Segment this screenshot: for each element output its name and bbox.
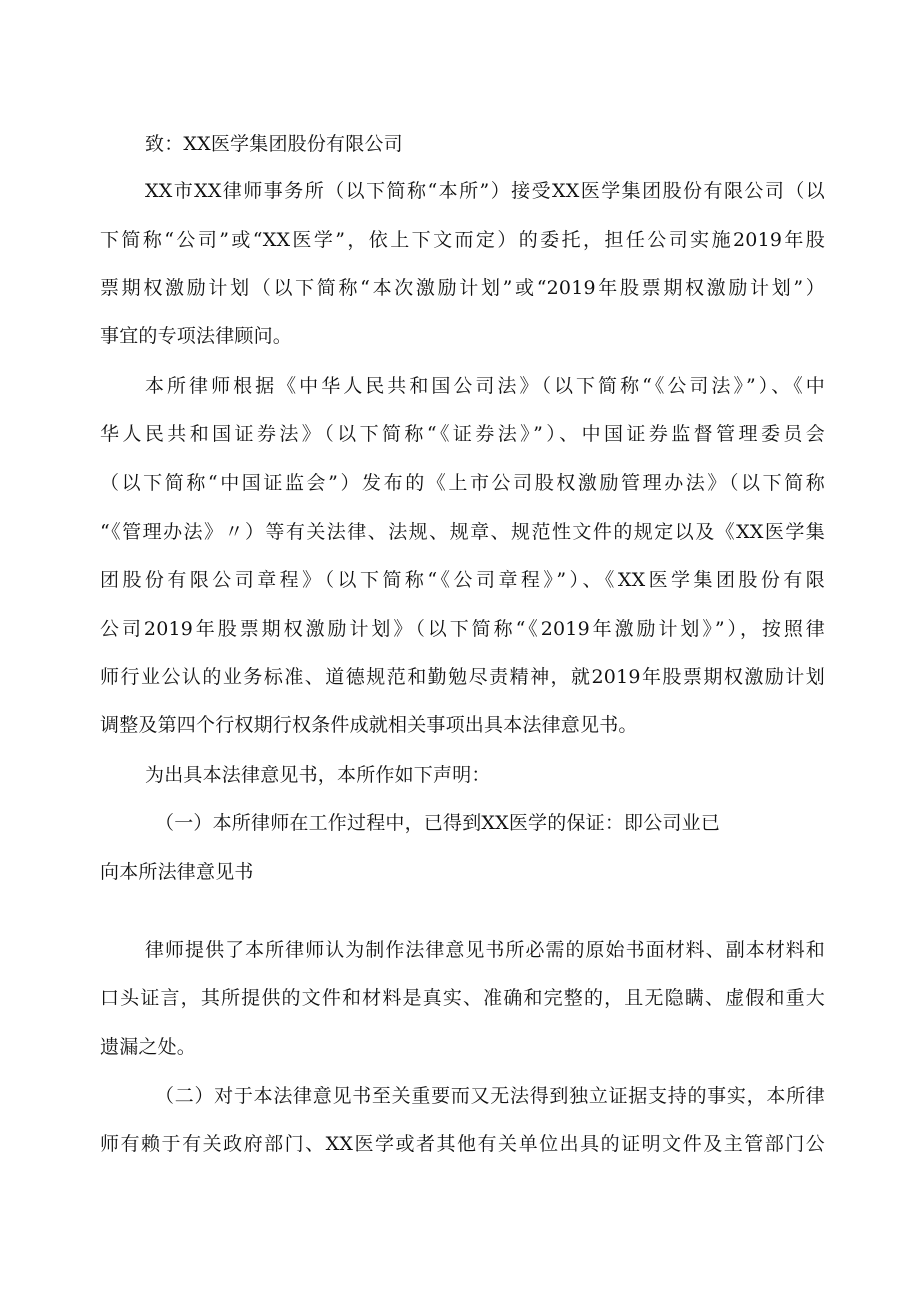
paragraph-2-line-4: “《管理办法》〃）等有关法律、法规、规章、规范性文件的规定以及《XX医学集 (100, 521, 825, 543)
paragraph-1-line-3: 票期权激励计划（以下简称“本次激励计划”或“2019年股票期权激励计划”） (100, 277, 825, 299)
paragraph-2-line-3: （以下简称“中国证监会”）发布的《上市公司股权激励管理办法》（以下简称 (100, 472, 825, 494)
paragraph-1-line-2: 下简称“公司”或“XX医学”，依上下文而定）的委托，担任公司实施2019年股 (100, 229, 825, 251)
paragraph-4-line-1: （一）本所律师在工作过程中，已得到XX医学的保证：即公司业已 (155, 812, 721, 834)
paragraph-2-line-5: 团股份有限公司章程》（以下简称“《公司章程》”）、《XX医学集团股份有限 (100, 569, 825, 591)
paragraph-6-line-2: 师有赖于有关政府部门、XX医学或者其他有关单位出具的证明文件及主管部门公 (100, 1133, 825, 1155)
paragraph-5-line-2: 口头证言，其所提供的文件和材料是真实、准确和完整的，且无隐瞒、虚假和重大 (100, 987, 825, 1009)
addressee-line (0, 129, 920, 159)
paragraph-2-line-7: 师行业公认的业务标准、道德规范和勤勉尽责精神，就2019年股票期权激励计划 (100, 666, 825, 688)
paragraph-2-line-1: 本所律师根据《中华人民共和国公司法》（以下简称“《公司法》”）、《中 (145, 375, 825, 397)
paragraph-4-line-2: 向本所法律意见书 (100, 861, 254, 883)
paragraph-6-line-1: （二）对于本法律意见书至关重要而又无法得到独立证据支持的事实，本所律 (155, 1085, 825, 1107)
paragraph-5-line-3: 遗漏之处。 (100, 1036, 197, 1058)
paragraph-1-line-4: 事宜的专项法律顾问。 (100, 325, 293, 347)
addressee: 致：XX医学集团股份有限公司 (145, 133, 403, 155)
paragraph-3-line-1: 为出具本法律意见书，本所作如下声明： (145, 764, 491, 786)
paragraph-2-line-8: 调整及第四个行权期行权条件成就相关事项出具本法律意见书。 (100, 714, 638, 736)
paragraph-5-line-1: 律师提供了本所律师认为制作法律意见书所必需的原始书面材料、副本材料和 (145, 939, 825, 961)
paragraph-2-line-2: 华人民共和国证券法》（以下简称“《证券法》”）、中国证券监督管理委员会 (100, 423, 825, 445)
paragraph-1-line-1: XX市XX律师事务所（以下简称“本所”）接受XX医学集团股份有限公司（以 (145, 180, 825, 202)
paragraph-2-line-6: 公司2019年股票期权激励计划》（以下简称“《2019年激励计划》”），按照律 (100, 618, 825, 640)
